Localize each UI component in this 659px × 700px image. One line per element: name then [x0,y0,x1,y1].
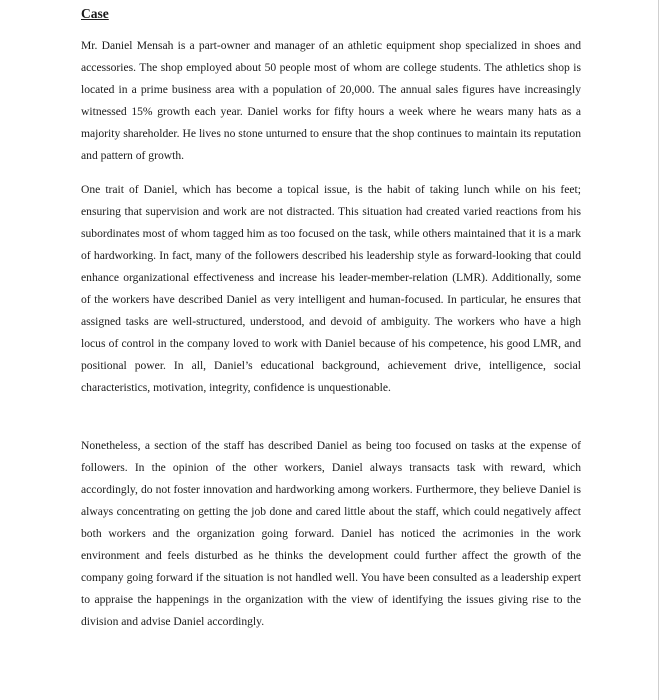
case-heading: Case [81,6,109,21]
paragraph-background: Mr. Daniel Mensah is a part-owner and manager of an athletic equipment shop specialized in shoes and accessories. The shop employed about 50 people most of whom are college students. The athletics shop is located in a prime business area with a population of 20,000. The annual sales figures have increasingly witnessed 15% growth each year. Daniel works for fifty hours a week where he wears many hats as a majority shareholder. He lives no stone unturned to ensure that the shop continues to maintain its reputation and pattern of growth. [81,39,581,162]
paragraph-criticism: Nonetheless, a section of the staff has described Daniel as being too focused on tasks at the expense of followers. In the opinion of the other workers, Daniel always transacts task with reward, which accordingly, do not foster innovation and hardworking among workers. Furthermore, they believe Daniel is always concentrating on getting the job done and cared little about the staff, which could negatively affect both workers and the organization going forward. Daniel has noticed the acrimonies in the work environment and feels disturbed as he thinks the development could further affect the growth of the company going forward if the situation is not handled well. You have been consulted as a leadership expert to appraise the happenings in the organization with the view of identifying the issues giving rise to the division and advise Daniel accordingly. [81,439,581,628]
paragraph-traits: One trait of Daniel, which has become a topical issue, is the habit of taking lunch while on his feet; ensuring that supervision and work are not distracted. This situation had created varied reactions from his subordinates most of whom tagged him as too focused on the task, while others maintained that it is a mark of hardworking. In fact, many of the followers described his leadership style as forward-looking that could enhance organizational effectiveness and increase his leader-member-relation (LMR). Additionally, some of the workers have described Daniel as very intelligent and human-focused. In particular, he ensures that assigned tasks are well-structured, understood, and devoid of ambiguity. The workers who have a high locus of control in the company loved to work with Daniel because of his competence, his good LMR, and positional power. In all, Daniel’s educational background, achievement drive, intelligence, social characteristics, motivation, integrity, confidence is unquestionable. [81,183,581,394]
